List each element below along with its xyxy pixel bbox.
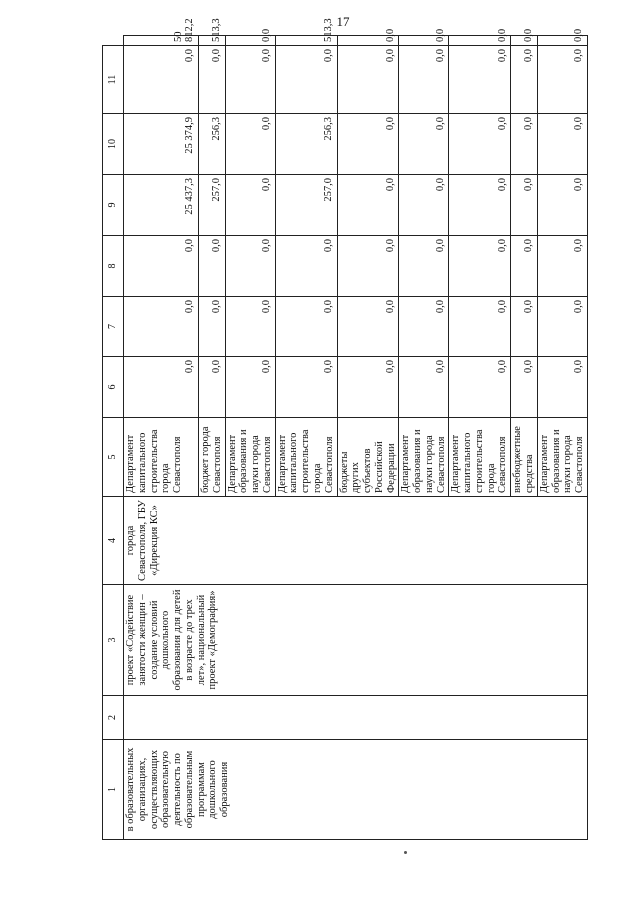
value-cell: 0,0 <box>199 236 226 297</box>
header-cell: 11 <box>103 46 124 114</box>
value-cell: 0,0 <box>337 357 399 418</box>
value-cell: 0,0 <box>225 175 275 236</box>
value-cell: 257,0 <box>275 175 337 236</box>
header-cell: 10 <box>103 114 124 175</box>
value-cell: 0,0 <box>399 297 449 357</box>
value-cell: 0,0 <box>399 357 449 418</box>
value-cell: 0,0 <box>225 114 275 175</box>
funding-source-cell: Департамент образования и науки города Севастополя <box>399 418 449 497</box>
value-cell: 0,0 <box>537 36 587 46</box>
value-cell: 0,0 <box>225 46 275 114</box>
empty-cell <box>124 696 588 740</box>
value-cell: 0,0 <box>449 46 511 114</box>
value-cell: 0,0 <box>511 357 538 418</box>
value-cell: 0,0 <box>511 36 538 46</box>
value-cell: 0,0 <box>537 46 587 114</box>
value-cell: 0,0 <box>537 357 587 418</box>
value-cell: 0,0 <box>337 175 399 236</box>
executor-cell: города Севастополя, ГБУ «Дирекция КС» <box>124 497 588 585</box>
value-cell: 0,0 <box>449 357 511 418</box>
value-cell: 256,3 <box>199 114 226 175</box>
value-cell: 0,0 <box>275 297 337 357</box>
header-cell: 6 <box>103 357 124 418</box>
value-cell: 0,0 <box>225 36 275 46</box>
value-cell: 0,0 <box>337 297 399 357</box>
value-cell: 0,0 <box>225 357 275 418</box>
value-cell: 513,3 <box>275 36 337 46</box>
value-cell: 0,0 <box>399 36 449 46</box>
value-cell: 0,0 <box>275 46 337 114</box>
value-cell: 0,0 <box>449 175 511 236</box>
value-cell: 0,0 <box>511 114 538 175</box>
value-cell: 0,0 <box>199 46 226 114</box>
value-cell: 0,0 <box>537 297 587 357</box>
header-cell: 5 <box>103 418 124 497</box>
value-cell: 513,3 <box>199 36 226 46</box>
value-cell: 256,3 <box>275 114 337 175</box>
value-cell: 0,0 <box>199 297 226 357</box>
value-cell: 0,0 <box>337 36 399 46</box>
value-cell: 0,0 <box>449 114 511 175</box>
value-cell: 0,0 <box>399 46 449 114</box>
value-cell: 0,0 <box>124 297 199 357</box>
value-cell: 0,0 <box>399 114 449 175</box>
value-cell: 0,0 <box>449 297 511 357</box>
value-cell: 0,0 <box>337 46 399 114</box>
value-cell: 0,0 <box>399 175 449 236</box>
value-cell: 0,0 <box>275 357 337 418</box>
header-cell: 1 <box>103 740 124 840</box>
header-cell: 3 <box>103 585 124 696</box>
value-cell: 0,0 <box>199 357 226 418</box>
funding-source-cell: Департамент капитального строительства города Севастополя <box>124 418 199 497</box>
value-cell: 0,0 <box>511 236 538 297</box>
funding-source-cell: Департамент образования и науки города Севастополя <box>225 418 275 497</box>
value-cell: 0,0 <box>124 357 199 418</box>
value-cell: 0,0 <box>537 236 587 297</box>
value-cell: 0,0 <box>449 236 511 297</box>
page-number: 17 <box>336 14 350 29</box>
value-cell: 0,0 <box>337 114 399 175</box>
value-cell: 0,0 <box>124 236 199 297</box>
funding-source-cell: Департамент образования и науки города Севастополя <box>537 418 587 497</box>
funding-source-cell: внебюджетные средства <box>511 418 538 497</box>
value-cell: 25 437,3 <box>124 175 199 236</box>
value-cell: 0,0 <box>225 236 275 297</box>
value-cell: 0,0 <box>537 114 587 175</box>
value-cell: 0,0 <box>511 297 538 357</box>
value-cell: 0,0 <box>337 236 399 297</box>
value-cell: 0,0 <box>225 297 275 357</box>
funding-source-cell: Департамент капитального строительства города Севастополя <box>275 418 337 497</box>
value-cell: 257,0 <box>199 175 226 236</box>
header-cell: 4 <box>103 497 124 585</box>
header-row <box>103 36 124 840</box>
funding-source-cell: бюджеты других субъектов Российской Федерации <box>337 418 399 497</box>
header-cell: 7 <box>103 297 124 357</box>
table-row <box>124 36 199 840</box>
header-cell: 8 <box>103 236 124 297</box>
activity-description-cell: в образовательных организациях, осуществляющих образовательную деятельность по образовательным программам дошкольного образования <box>124 740 588 840</box>
scan-speck <box>404 851 407 854</box>
value-cell: 25 374,9 <box>124 114 199 175</box>
value-cell: 0,0 <box>449 36 511 46</box>
project-name-cell: проект «Содействие занятости женщин – создание условий дошкольного образования для детей в возрасте до трех лет», национальный проект «Демография» <box>124 585 588 696</box>
value-cell: 0,0 <box>537 175 587 236</box>
header-cell: 9 <box>103 175 124 236</box>
value-cell: 0,0 <box>399 236 449 297</box>
funding-source-cell: бюджет города Севастополя <box>199 418 226 497</box>
funding-source-cell: Департамент капитального строительства города Севастополя <box>449 418 511 497</box>
value-cell: 50 812,2 <box>124 36 199 46</box>
value-cell: 0,0 <box>124 46 199 114</box>
value-cell: 0,0 <box>511 175 538 236</box>
header-cell: 2 <box>103 696 124 740</box>
value-cell: 0,0 <box>511 46 538 114</box>
value-cell: 0,0 <box>275 236 337 297</box>
